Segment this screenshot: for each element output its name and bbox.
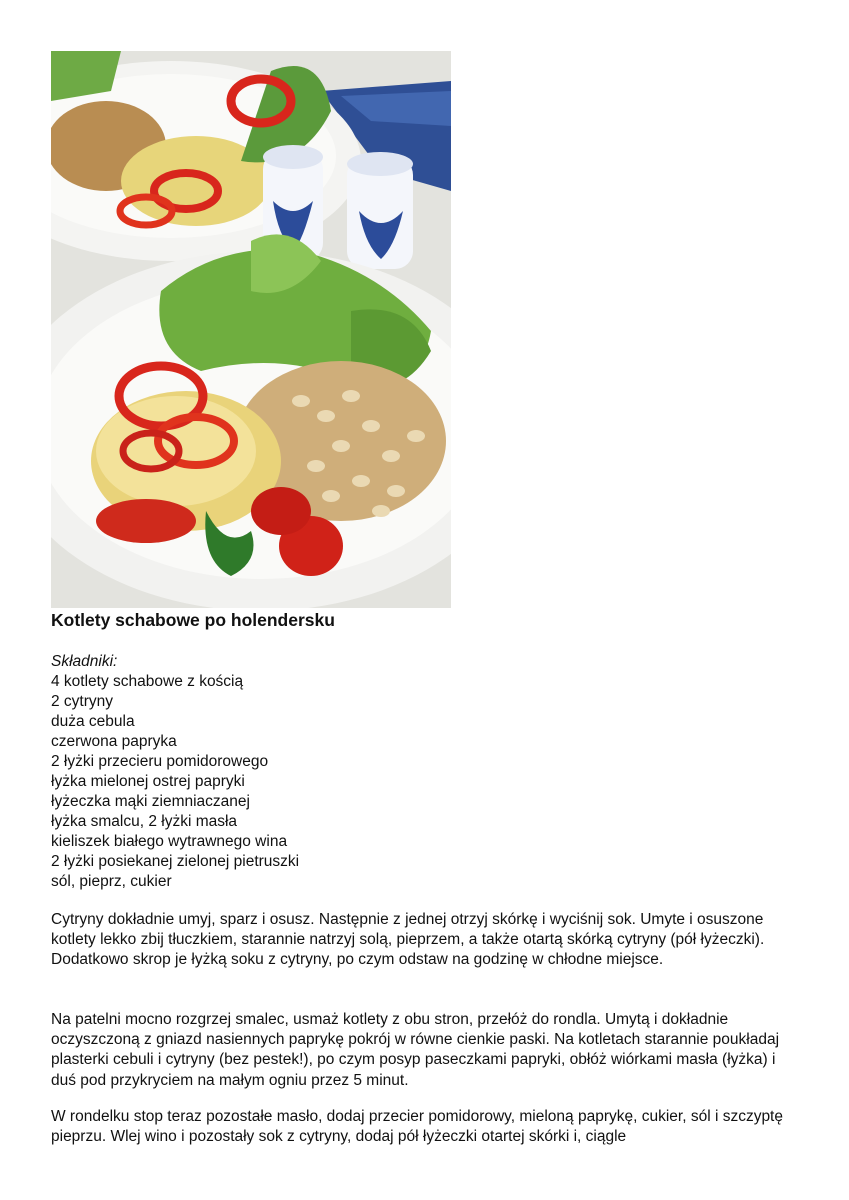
instructions-paragraph-3: W rondelku stop teraz pozostałe masło, dodaj przecier pomidorowy, mieloną paprykę, cukier, sól i szczyptę pieprzu. Wlej wino i pozostały sok z cytryny, dodaj pół łyżeczki otartej skórki i, ciągle — [51, 1108, 783, 1146]
dish-photo — [51, 51, 451, 608]
instructions-paragraph-1: Cytryny dokładnie umyj, sparz i osusz. Następnie z jednej otrzyj skórkę i wyciśnij sok. Umyte i osuszone kotlety lekko zbij tłuczkiem, starannie natrzyj solą, pieprzem, a także otartą skórką cytryny (pół łyżeczki). Dodatkowo skrop je łyżką soku z cytryny, po czym odstaw na godzinę w chłodne miejsce. — [51, 911, 765, 969]
salt-shaker-icon — [347, 152, 413, 269]
ingredients-list — [51, 672, 299, 892]
ingredient-item: łyżka smalcu, 2 łyżki masła — [51, 813, 238, 830]
instructions-paragraph-2: Na patelni mocno rozgrzej smalec, usmaż kotlety z obu stron, przełóż do rondla. Umytą i dokładnie oczyszczoną z gniazd nasiennych paprykę pokrój w równe cienkie paski. Na kotletach starannie poukładaj plasterki cebuli i cytryny (bez pestek!), po czym posyp paseczkami papryki, obłóż wiórkami masła (łyżka) i duś pod przykryciem na małym ogniu przez 5 minut. — [51, 1011, 780, 1089]
recipe-title: Kotlety schabowe po holendersku — [51, 610, 335, 630]
ingredient-item: duża cebula — [51, 713, 135, 730]
ingredient-item: 2 łyżki przecieru pomidorowego — [51, 753, 269, 770]
ingredients-label: Składniki: — [51, 653, 118, 670]
ingredient-item: łyżka mielonej ostrej papryki — [51, 773, 245, 790]
ingredient-item: kieliszek białego wytrawnego wina — [51, 833, 288, 850]
ingredient-item: sól, pieprz, cukier — [51, 873, 172, 890]
ingredient-item: 2 cytryny — [51, 693, 114, 710]
dish-illustration — [51, 51, 451, 608]
ingredients-section — [51, 652, 299, 892]
ingredient-item: 4 kotlety schabowe z kością — [51, 673, 244, 690]
ingredient-item: czerwona papryka — [51, 733, 177, 750]
ingredient-item: 2 łyżki posiekanej zielonej pietruszki — [51, 853, 300, 870]
ingredient-item: łyżeczka mąki ziemniaczanej — [51, 793, 250, 810]
